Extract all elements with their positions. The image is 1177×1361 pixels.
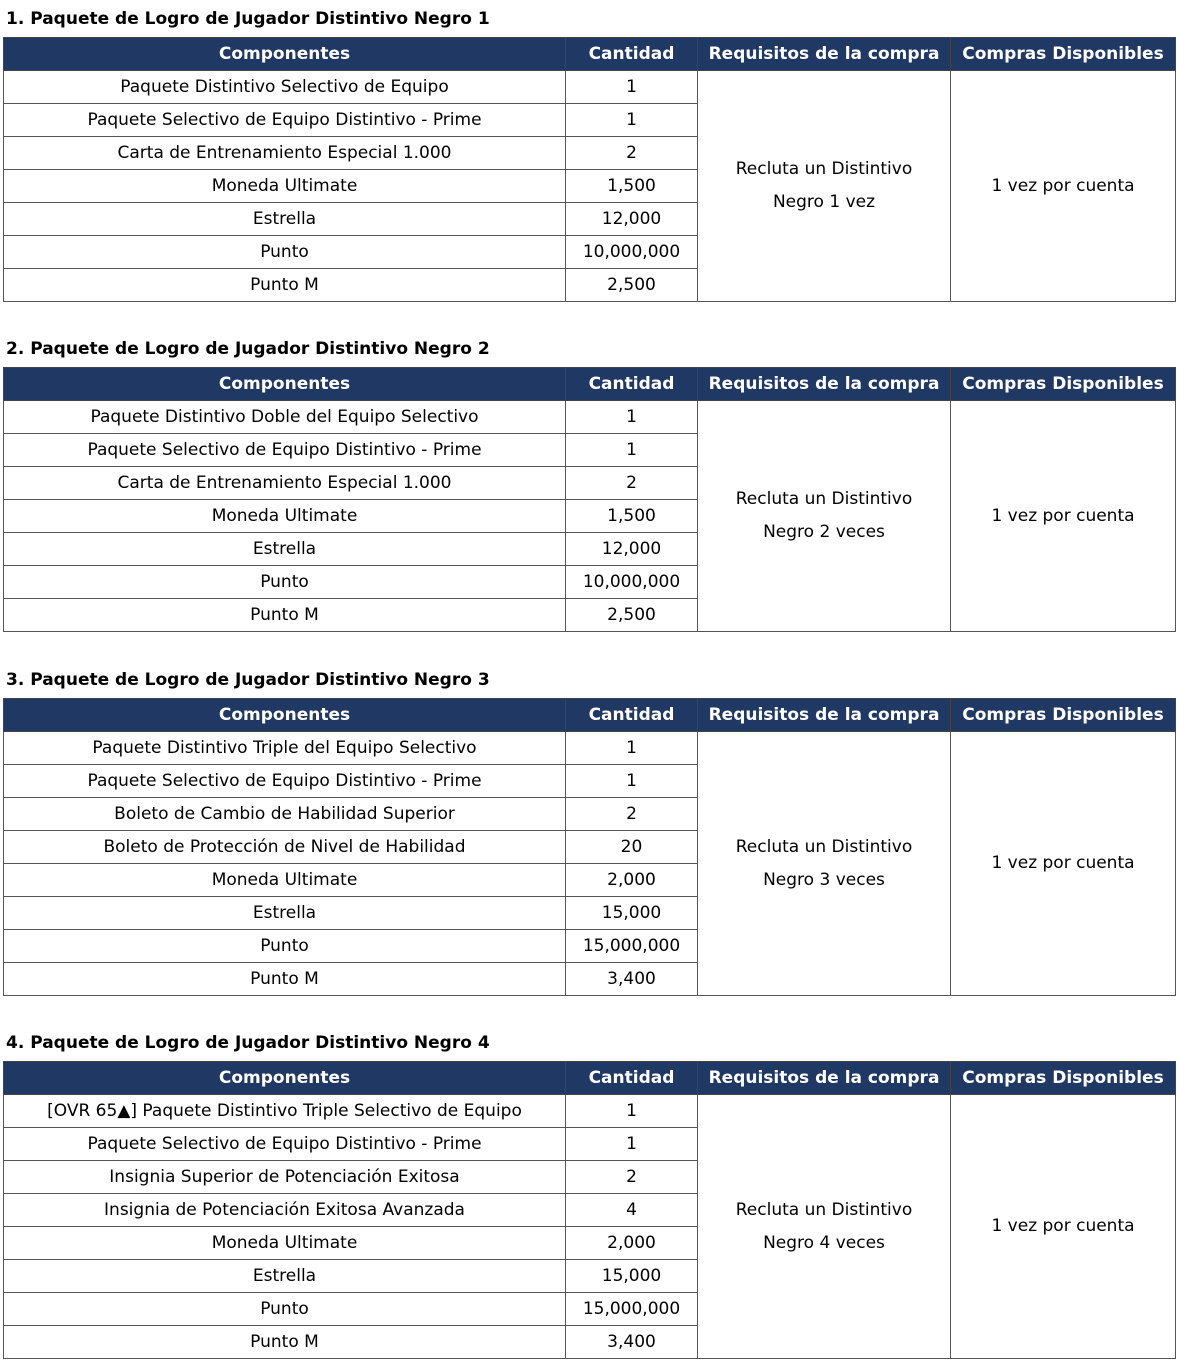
component-cell: Moneda Ultimate: [4, 500, 566, 533]
component-cell: Paquete Distintivo Triple del Equipo Selectivo: [4, 732, 566, 765]
quantity-cell: 12,000: [566, 533, 698, 566]
component-cell: Punto M: [4, 1326, 566, 1359]
quantity-cell: 1,500: [566, 500, 698, 533]
component-cell: Estrella: [4, 1260, 566, 1293]
component-cell: Estrella: [4, 897, 566, 930]
component-cell: Punto: [4, 236, 566, 269]
requirement-cell: [698, 732, 951, 996]
component-cell: Moneda Ultimate: [4, 170, 566, 203]
header-components: Componentes: [4, 368, 566, 401]
quantity-cell: 2: [566, 798, 698, 831]
component-cell: Paquete Selectivo de Equipo Distintivo - Prime: [4, 434, 566, 467]
component-cell: Moneda Ultimate: [4, 864, 566, 897]
package-table: [3, 367, 1176, 632]
quantity-cell: 3,400: [566, 963, 698, 996]
table-row: [4, 732, 1176, 765]
section-title: 4. Paquete de Logro de Jugador Distintivo Negro 4: [6, 1033, 490, 1053]
header-quantity: Cantidad: [566, 368, 698, 401]
quantity-cell: 2,000: [566, 864, 698, 897]
header-row: [4, 368, 1176, 401]
requirement-line: Recluta un Distintivo: [735, 159, 913, 179]
header-quantity: Cantidad: [566, 699, 698, 732]
header-quantity: Cantidad: [566, 1062, 698, 1095]
requirement-line: Recluta un Distintivo: [735, 836, 913, 857]
available-cell: 1 vez por cuenta: [951, 1095, 1176, 1359]
quantity-cell: 20: [566, 831, 698, 864]
header-quantity: Cantidad: [566, 38, 698, 71]
header-requirements: Requisitos de la compra: [698, 1062, 951, 1095]
section-title: 1. Paquete de Logro de Jugador Distintivo Negro 1: [6, 9, 490, 29]
available-cell: 1 vez por cuenta: [951, 401, 1176, 632]
package-table: [3, 37, 1176, 302]
quantity-cell: 2: [566, 467, 698, 500]
component-cell: Punto: [4, 566, 566, 599]
requirement-line: Negro 3 veces: [763, 869, 885, 890]
component-cell: Paquete Selectivo de Equipo Distintivo - Prime: [4, 1128, 566, 1161]
component-cell: [OVR 65▲] Paquete Distintivo Triple Selectivo de Equipo: [4, 1095, 566, 1128]
header-requirements: Requisitos de la compra: [698, 368, 951, 401]
requirement-line: Recluta un Distintivo: [735, 489, 913, 509]
requirement-line: Negro 1 vez: [772, 192, 876, 212]
quantity-cell: 15,000: [566, 897, 698, 930]
requirement-cell: [698, 71, 951, 302]
component-cell: Punto: [4, 930, 566, 963]
quantity-cell: 2,000: [566, 1227, 698, 1260]
requirement-line: Recluta un Distintivo: [735, 1199, 913, 1220]
quantity-cell: 1: [566, 104, 698, 137]
requirement-cell: [698, 401, 951, 632]
quantity-cell: 1: [566, 401, 698, 434]
header-requirements: Requisitos de la compra: [698, 699, 951, 732]
table-row: [4, 401, 1176, 434]
requirement-cell: [698, 1095, 951, 1359]
component-cell: Punto M: [4, 599, 566, 632]
header-available: Compras Disponibles: [951, 38, 1176, 71]
quantity-cell: 4: [566, 1194, 698, 1227]
component-cell: Insignia Superior de Potenciación Exitosa: [4, 1161, 566, 1194]
quantity-cell: 1: [566, 1095, 698, 1128]
header-components: Componentes: [4, 1062, 566, 1095]
quantity-cell: 15,000,000: [566, 930, 698, 963]
component-cell: Carta de Entrenamiento Especial 1.000: [4, 137, 566, 170]
header-row: [4, 699, 1176, 732]
available-cell: 1 vez por cuenta: [951, 732, 1176, 996]
quantity-cell: 10,000,000: [566, 236, 698, 269]
quantity-cell: 2: [566, 1161, 698, 1194]
component-cell: Insignia de Potenciación Exitosa Avanzada: [4, 1194, 566, 1227]
section-title: 2. Paquete de Logro de Jugador Distintivo Negro 2: [6, 339, 490, 359]
quantity-cell: 1: [566, 434, 698, 467]
component-cell: Punto M: [4, 963, 566, 996]
header-row: [4, 1062, 1176, 1095]
requirement-line: Negro 2 veces: [763, 522, 885, 542]
table-row: [4, 1095, 1176, 1128]
header-components: Componentes: [4, 38, 566, 71]
header-available: Compras Disponibles: [951, 699, 1176, 732]
component-cell: Estrella: [4, 533, 566, 566]
quantity-cell: 1: [566, 765, 698, 798]
quantity-cell: 3,400: [566, 1326, 698, 1359]
component-cell: Paquete Selectivo de Equipo Distintivo - Prime: [4, 104, 566, 137]
component-cell: Paquete Selectivo de Equipo Distintivo - Prime: [4, 765, 566, 798]
quantity-cell: 2,500: [566, 269, 698, 302]
component-cell: Punto: [4, 1293, 566, 1326]
header-available: Compras Disponibles: [951, 1062, 1176, 1095]
header-requirements: Requisitos de la compra: [698, 38, 951, 71]
quantity-cell: 15,000: [566, 1260, 698, 1293]
component-cell: Paquete Distintivo Selectivo de Equipo: [4, 71, 566, 104]
component-cell: Boleto de Protección de Nivel de Habilidad: [4, 831, 566, 864]
quantity-cell: 2: [566, 137, 698, 170]
component-cell: Paquete Distintivo Doble del Equipo Selectivo: [4, 401, 566, 434]
quantity-cell: 1: [566, 71, 698, 104]
package-table: [3, 698, 1176, 996]
quantity-cell: 10,000,000: [566, 566, 698, 599]
package-table: [3, 1061, 1176, 1359]
quantity-cell: 1,500: [566, 170, 698, 203]
quantity-cell: 12,000: [566, 203, 698, 236]
header-row: [4, 38, 1176, 71]
quantity-cell: 2,500: [566, 599, 698, 632]
requirement-line: Negro 4 veces: [763, 1232, 885, 1253]
available-cell: 1 vez por cuenta: [951, 71, 1176, 302]
header-components: Componentes: [4, 699, 566, 732]
component-cell: Punto M: [4, 269, 566, 302]
quantity-cell: 1: [566, 1128, 698, 1161]
component-cell: Estrella: [4, 203, 566, 236]
header-available: Compras Disponibles: [951, 368, 1176, 401]
table-row: [4, 71, 1176, 104]
component-cell: Moneda Ultimate: [4, 1227, 566, 1260]
quantity-cell: 1: [566, 732, 698, 765]
quantity-cell: 15,000,000: [566, 1293, 698, 1326]
component-cell: Carta de Entrenamiento Especial 1.000: [4, 467, 566, 500]
section-title: 3. Paquete de Logro de Jugador Distintivo Negro 3: [6, 670, 490, 690]
component-cell: Boleto de Cambio de Habilidad Superior: [4, 798, 566, 831]
